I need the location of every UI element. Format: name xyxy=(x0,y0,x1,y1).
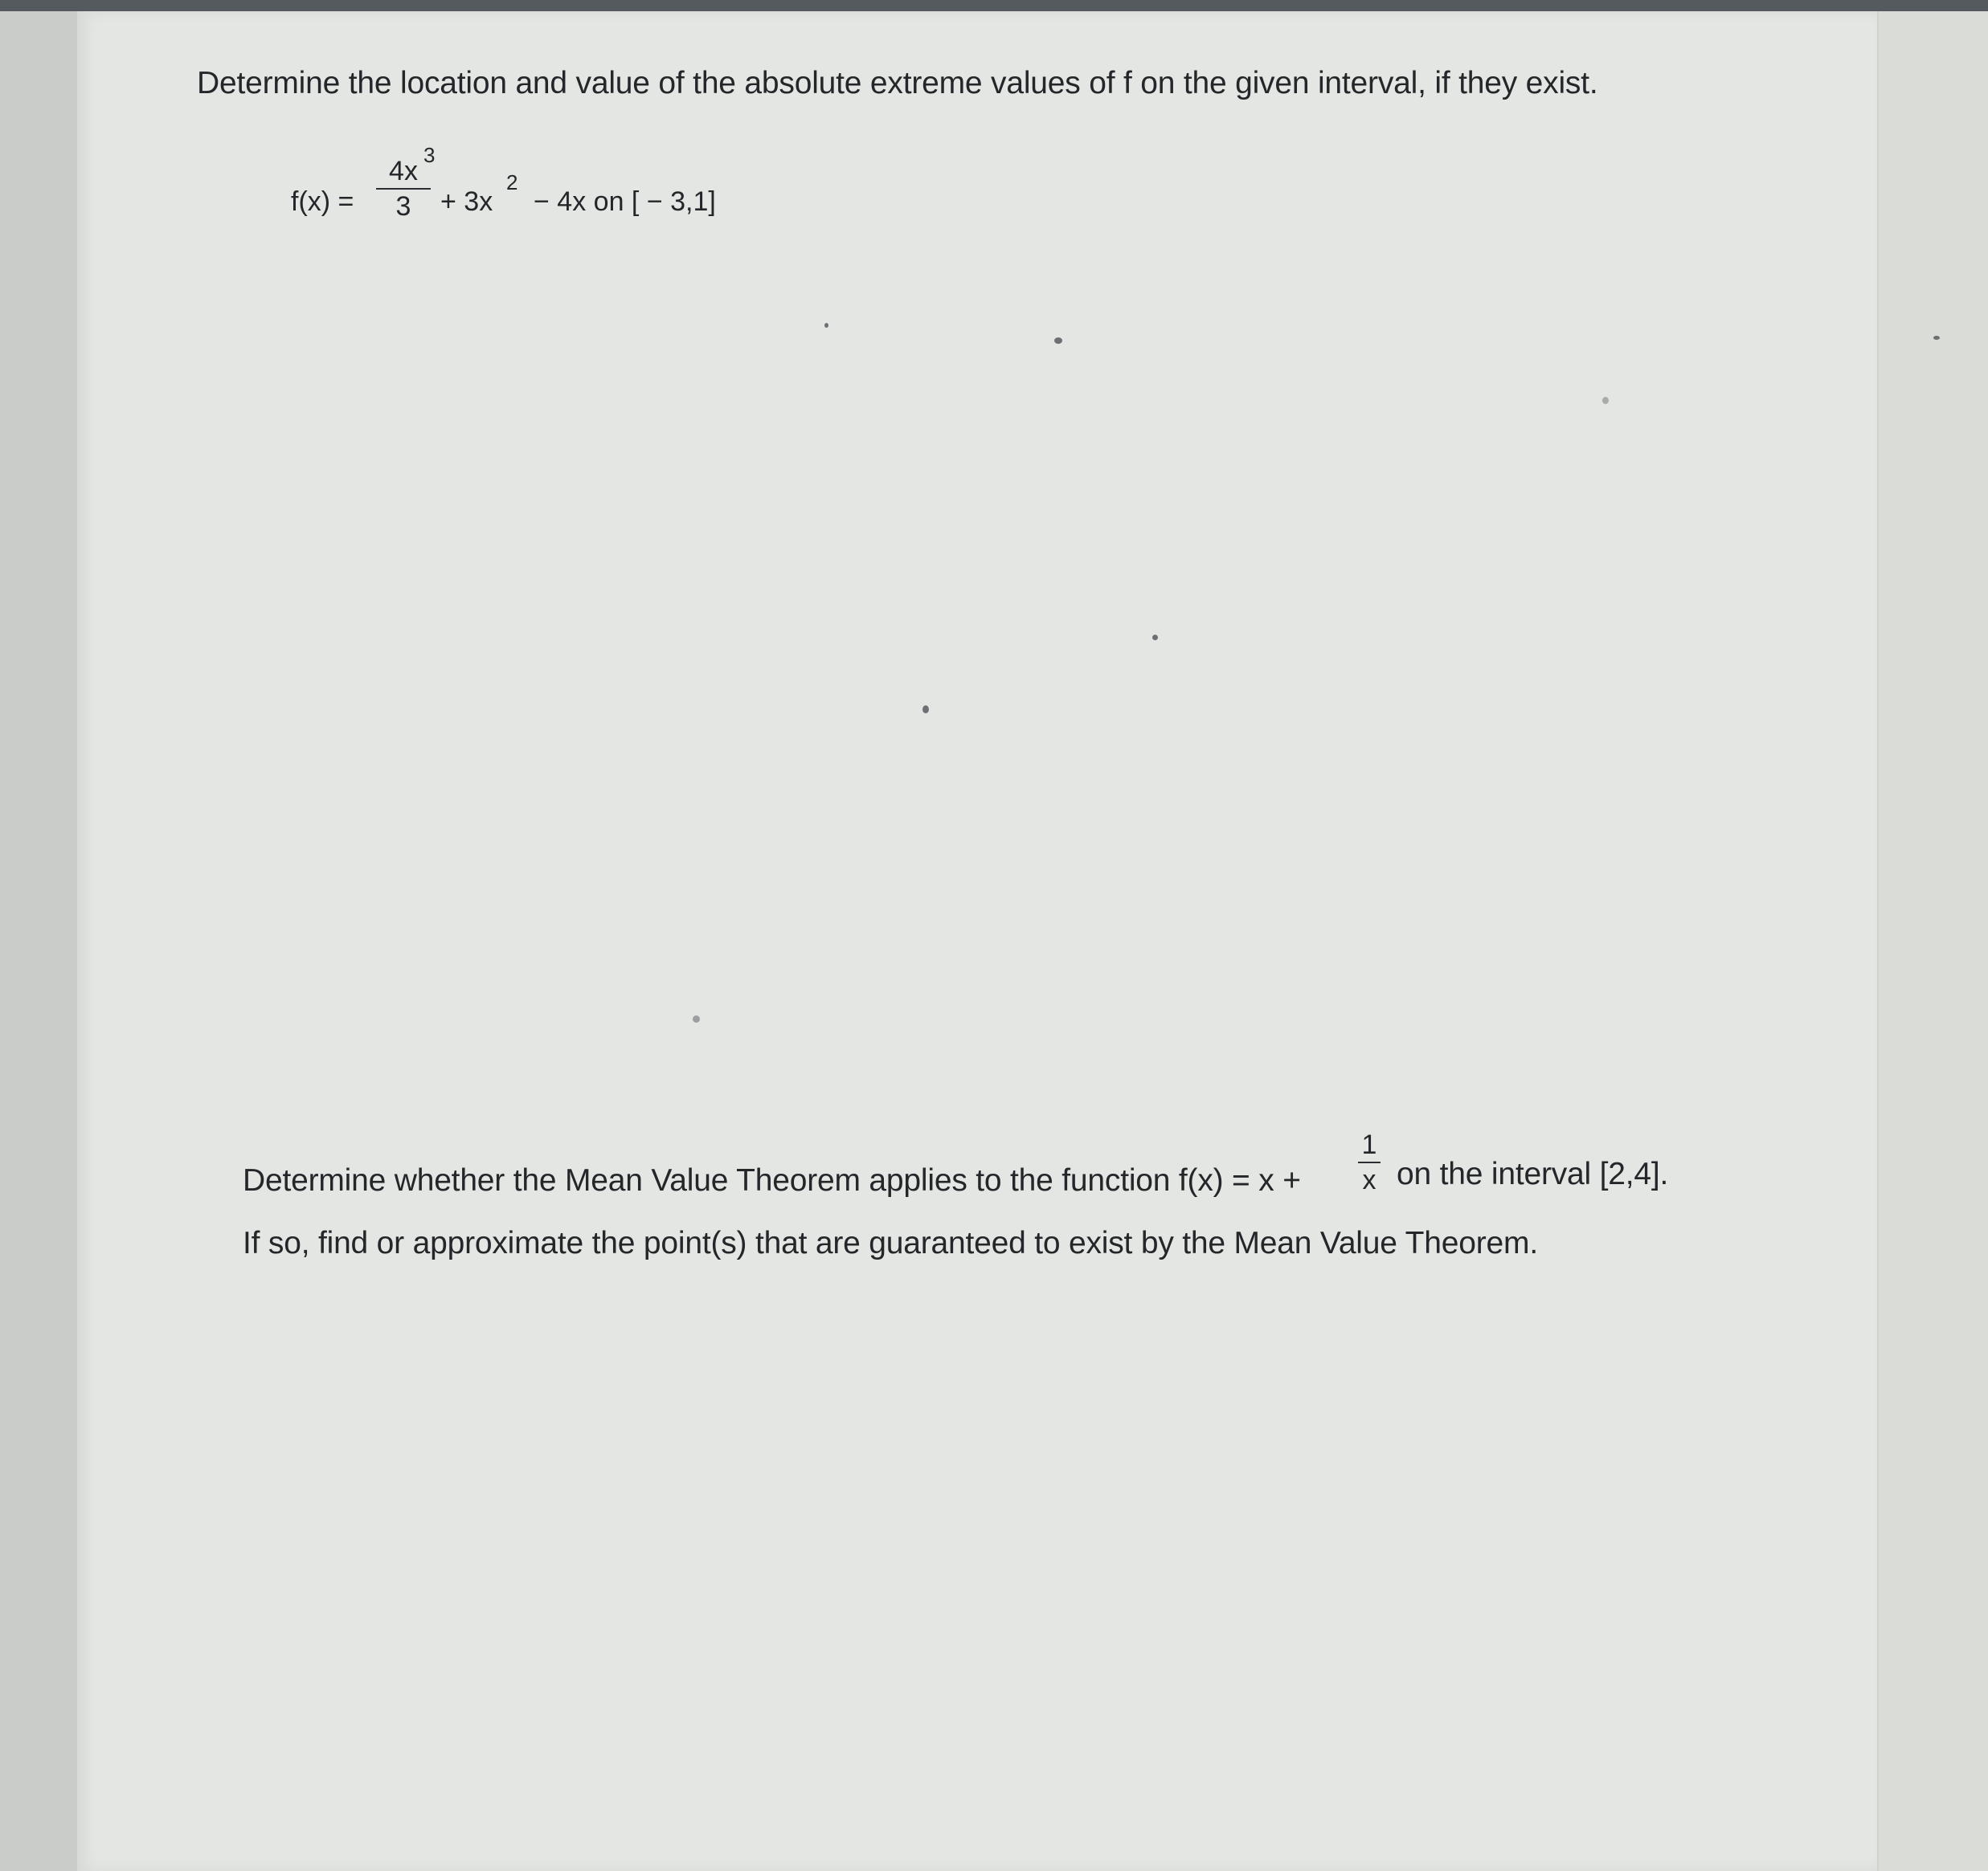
formula1-numerator-exponent: 3 xyxy=(423,143,436,167)
worksheet-page xyxy=(77,11,1877,1871)
formula1-middle-exponent: 2 xyxy=(506,170,518,194)
formula1-denominator: 3 xyxy=(395,191,411,222)
question2-fraction-bar xyxy=(1358,1162,1381,1163)
question1-prompt: Determine the location and value of the absolute extreme values of f on the given interval, if they exist. xyxy=(197,66,1598,100)
formula1-tail: − 4x on [ − 3,1] xyxy=(534,186,716,217)
dust-speck xyxy=(693,1015,700,1023)
dust-speck xyxy=(824,323,828,328)
dust-speck xyxy=(1602,397,1609,404)
question2-line2: If so, find or approximate the point(s) that are guaranteed to exist by the Mean Value Theorem. xyxy=(243,1226,1538,1260)
screen-top-edge xyxy=(0,0,1988,11)
question2-fraction xyxy=(1358,1131,1381,1194)
question2-line1-end: on the interval [2,4]. xyxy=(1397,1157,1669,1191)
formula1-fraction-bar xyxy=(376,188,431,190)
question2-line1: Determine whether the Mean Value Theorem applies to the function f(x) = x + xyxy=(243,1163,1301,1198)
dust-speck xyxy=(922,705,929,713)
formula1-fraction xyxy=(376,157,431,220)
formula1-middle-term: + 3x xyxy=(440,186,493,217)
question2-fraction-denominator: x xyxy=(1362,1165,1376,1195)
question2-fraction-numerator: 1 xyxy=(1361,1130,1377,1160)
dust-speck xyxy=(1054,337,1062,344)
formula1-numerator: 4x xyxy=(389,156,418,186)
side-margin xyxy=(1877,11,1988,1871)
formula1-lhs: f(x) = xyxy=(291,186,354,217)
dust-speck xyxy=(1152,635,1158,640)
dust-speck xyxy=(1933,336,1940,340)
